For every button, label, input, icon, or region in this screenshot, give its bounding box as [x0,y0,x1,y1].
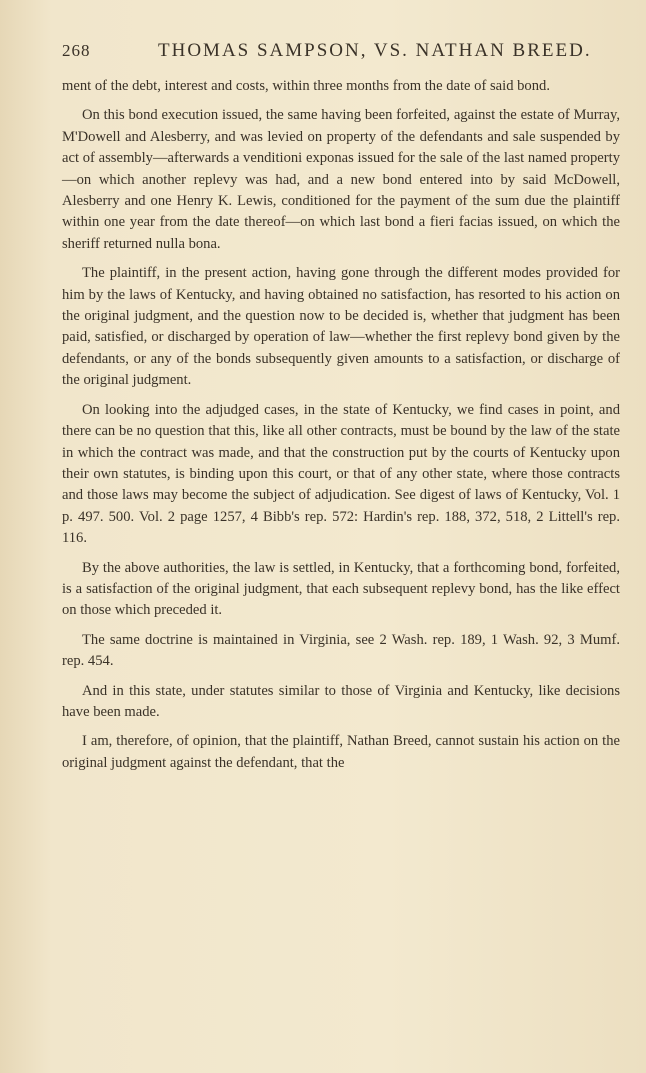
paragraph-virginia: The same doctrine is maintained in Virginia, see 2 Wash. rep. 189, 1 Wash. 92, 3 Mumf. rep. 454. [62,631,620,670]
paragraph-authorities: By the above authorities, the law is settled, in Kentucky, that a forthcoming bond, forfeited, is a satisfaction of the original judgment, that each subsequent replevy bond, has the like effect on those which preceded it. [62,559,620,619]
paragraph-this-state: And in this state, under statutes similar to those of Virginia and Kentucky, like decisions have been made. [62,682,620,720]
page-header [62,40,620,76]
paragraph-continued: ment of the debt, interest and costs, within three months from the date of said bond. [62,78,550,94]
paragraph-plaintiff-action: The plaintiff, in the present action, having gone through the different modes provided for him by the laws of Kentucky, and having obtained no satisfaction, has resorted to his action on the original judgment, and the question now to be decided is, whether that judgment has been paid, satisfied, or discharged by operation of law—whether the first replevy bond given by the defendants, or any of the bonds subsequently given amounts to a satisfaction, or discharge of the original judgment. [62,265,620,389]
paragraph-opinion: I am, therefore, of opinion, that the plaintiff, Nathan Breed, cannot sustain his action on the original judgment against the defendant, that the [62,733,620,771]
page-body [62,76,620,774]
running-title: THOMAS SAMPSON, VS. NATHAN BREED. [158,40,592,61]
page-number: 268 [62,41,91,60]
paragraph-execution: On this bond execution issued, the same having been forfeited, against the estate of Murray, M'Dowell and Alesberry, and was levied on property of the defendants and sale suspended by act of assembly—afterwards a venditioni exponas issued for the sale of the last named property—on which another replevy was had, and a new bond entered into by said McDowell, Alesberry and one Henry K. Lewis, conditioned for the payment of the sum due the plaintiff within one year from the date thereof—on which last bond a fieri facias issued, on which the sheriff returned nulla bona. [62,107,620,252]
paragraph-adjudged-cases: On looking into the adjudged cases, in the state of Kentucky, we find cases in point, and there can be no question that this, like all other contracts, must be bound by the law of the state in which the contract was made, and that the construction put by the courts of Kentucky upon their own statutes, is binding upon this court, or that of any other state, where those contracts and those laws may become the subject of adjudication. See digest of laws of Kentucky, Vol. 1 p. 497. 500. Vol. 2 page 1257, 4 Bibb's rep. 572: Hardin's rep. 188, 372, 518, 2 Littell's rep. 116. [62,401,620,547]
